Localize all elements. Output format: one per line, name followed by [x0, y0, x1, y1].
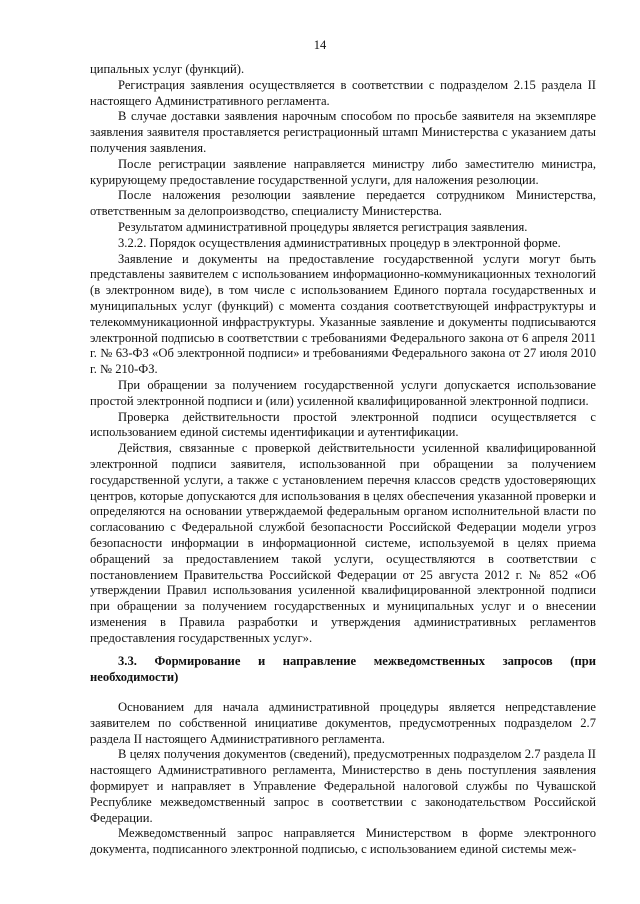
paragraph: Заявление и документы на предоставление государственной услуги могут быть представлены заявителем с использованием информационно-коммуникационных технологий (в электронном виде), в том числе с использованием Единого портала государственных и муниципальных услуг (функций) с момента создания соответствующей инфраструктуры и телекоммуникационной инфраструктуры. Указанные заявление и документы подписываются электронной подписью в соответствии с требованиями Федерального закона от 6 апреля 2011 г. № 63-ФЗ «Об электронной подписи» и требованиями Федерального закона от 27 июля 2010 г. № 210-ФЗ. [90, 251, 596, 377]
document-body [90, 62, 596, 858]
paragraph: После наложения резолюции заявление передается сотрудником Министерства, ответственным за делопроизводство, специалисту Министерства. [90, 188, 596, 219]
paragraph: Регистрация заявления осуществляется в соответствии с подразделом 2.15 раздела II настоящего Административного регламента. [90, 77, 596, 108]
paragraph: После регистрации заявление направляется министру либо заместителю министра, курирующему предоставление государственной услуги, для наложения резолюции. [90, 156, 596, 187]
paragraph: В случае доставки заявления нарочным способом по просьбе заявителя на экземпляре заявления заявителя проставляется регистрационный штамп Министерства с указанием даты получения заявления. [90, 109, 596, 155]
paragraph: 3.2.2. Порядок осуществления административных процедур в электронной форме. [118, 235, 561, 250]
paragraph: Действия, связанные с проверкой действительности усиленной квалифицированной электронной подписи заявителя, использованной при обращении за получением государственной услуги, а также с установлением перечня классов средств удостоверяющих центров, которые допускаются для использования в целях обеспечения указанной проверки и определяются на основании утверждаемой федеральным органом исполнительной власти по согласованию с Федеральной службой безопасности Российской Федерации модели угроз безопасности информации в информационной системе, используемой в целях приема обращений за предоставлением такой услуги, осуществляются в соответствии с постановлением Правительства Российской Федерации от 25 августа 2012 г. № 852 «Об утверждении Правил использования усиленной квалифицированной электронной подписи при обращении за получением государственных и муниципальных услуг и о внесении изменения в Правила разработки и утверждения административных регламентов предоставления государственных услуг». [90, 441, 596, 645]
paragraph: Результатом административной процедуры является регистрация заявления. [118, 219, 528, 234]
paragraph: Проверка действительности простой электронной подписи осуществляется с использованием единой системы идентификации и аутентификации. [90, 409, 596, 440]
paragraph: В целях получения документов (сведений), предусмотренных подразделом 2.7 раздела II настоящего Административного регламента, Министерство в день поступления заявления формирует и направляет в Управление Федеральной налоговой службы по Чувашской Республике межведомственный запрос в соответствии с законодательством Российской Федерации. [90, 747, 596, 825]
section-heading: 3.3. Формирование и направление межведомственных запросов (при необходимости) [90, 654, 596, 685]
paragraphs-before-heading [90, 62, 596, 646]
paragraph: Основанием для начала административной процедуры является непредставление заявителем по собственной инициативе документов, предусмотренных подразделом 2.7 раздела II настоящего Административного регламента. [90, 700, 596, 746]
paragraph: Межведомственный запрос направляется Министерством в форме электронного документа, подписанного электронной подписью, с использованием единой системы меж- [90, 826, 596, 857]
paragraphs-after-heading [90, 700, 596, 858]
paragraph: ципальных услуг (функций). [90, 62, 245, 76]
page-number: 14 [313, 38, 327, 52]
paragraph: При обращении за получением государственной услуги допускается использование простой электронной подписи и (или) усиленной квалифицированной электронной подписи. [90, 377, 596, 408]
